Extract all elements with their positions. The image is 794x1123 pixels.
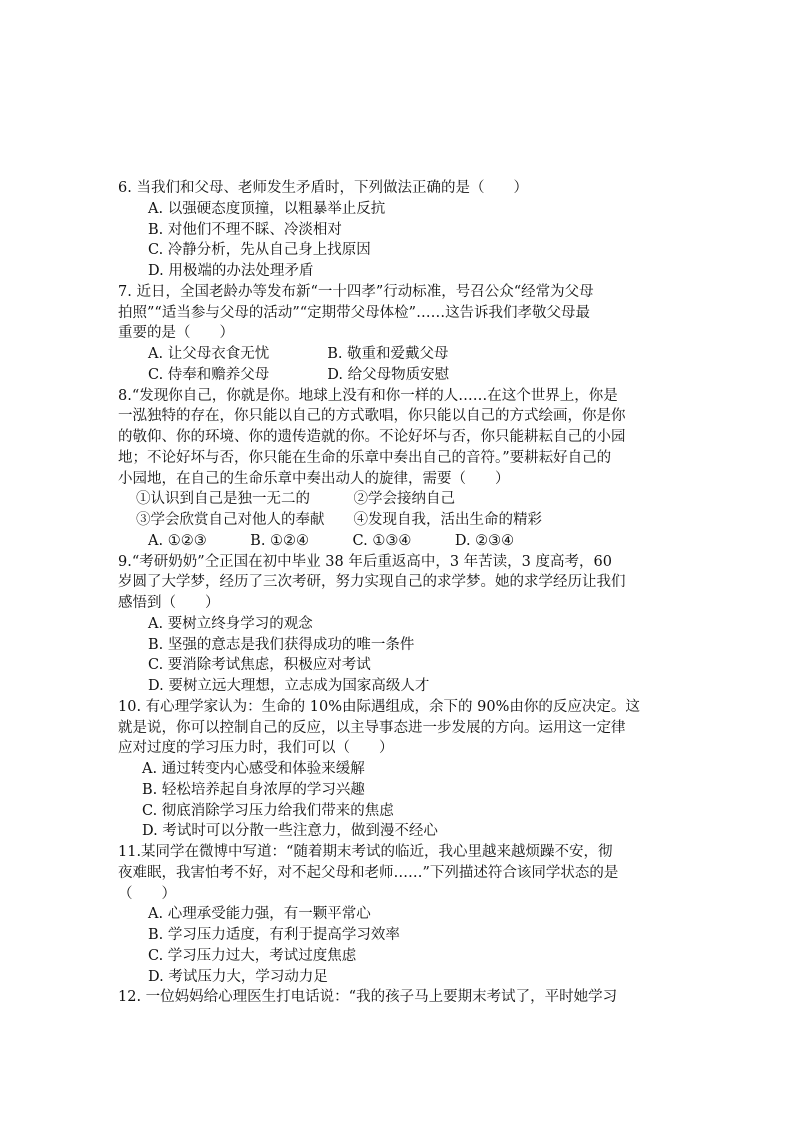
- question-6: [118, 178, 678, 282]
- question-9: [118, 552, 678, 697]
- question-stem: 拍照”“适当参与父母的活动”“定期带父母体检”……这告诉我们孝敬父母最: [118, 304, 591, 321]
- answer-option-c: C. 要消除考试焦虑，积极应对考试: [148, 657, 371, 674]
- question-stem: 感悟到（ ）: [118, 595, 220, 611]
- question-stem: 岁圆了大学梦，经历了三次考研，努力实现自己的求学梦。她的求学经历让我们: [118, 574, 626, 591]
- answer-options-cd: C. 侍奉和赡养父母 D. 给父母物质安慰: [148, 366, 450, 383]
- statement-line: ③学会欣赏自己对他人的奉献 ④发现自我，活出生命的精彩: [136, 512, 542, 528]
- exam-page: [118, 178, 678, 1008]
- question-stem: 12. 一位妈妈给心理医生打电话说：“我的孩子马上要期末考试了，平时她学习: [118, 989, 618, 1006]
- answer-option-d: D. 考试压力大，学习动力足: [148, 968, 328, 985]
- answer-option-a: A. 要树立终身学习的观念: [148, 615, 313, 632]
- answer-option-b: B. 学习压力适度，有利于提高学习效率: [148, 927, 400, 943]
- question-stem: 9.“考研奶奶”仝正国在初中毕业 38 年后重返高中，3 年苦读，3 度高考，60: [118, 553, 612, 570]
- answer-option-d: D. 考试时可以分散一些注意力，做到漫不经心: [142, 823, 438, 840]
- question-stem: 小园地，在自己的生命乐章中奏出动人的旋律，需要（ ）: [118, 470, 510, 487]
- question-11: [118, 842, 678, 987]
- answer-options-abcd: A. ①②③ B. ①②④ C. ①③④ D. ②③④: [148, 532, 515, 549]
- answer-option-c: C. 学习压力过大，考试过度焦虑: [148, 947, 357, 964]
- question-stem: 夜难眠，我害怕考不好，对不起父母和老师……”下列描述符合该同学状态的是: [118, 864, 619, 881]
- answer-option-c: C. 彻底消除学习压力给我们带来的焦虑: [142, 802, 394, 819]
- question-stem: 一泓独特的存在，你只能以自己的方式歌唱，你只能以自己的方式绘画，你是你: [118, 408, 626, 425]
- answer-option-b: B. 坚强的意志是我们获得成功的唯一条件: [148, 636, 415, 653]
- answer-option-b: B. 轻松培养起自身浓厚的学习兴趣: [142, 781, 365, 798]
- statement-line: ①认识到自己是独一无二的 ②学会接纳自己: [136, 491, 455, 508]
- question-stem: （ ）: [118, 885, 176, 902]
- question-10: [118, 697, 678, 842]
- answer-option-d: D. 用极端的办法处理矛盾: [148, 263, 314, 279]
- answer-option-a: A. 以强硬态度顶撞，以粗暴举止反抗: [148, 200, 386, 217]
- answer-options-ab: A. 让父母衣食无忧 B. 敬重和爱戴父母: [148, 346, 449, 362]
- answer-option-a: A. 通过转变内心感受和体验来缓解: [142, 761, 365, 777]
- question-stem: 6. 当我们和父母、老师发生矛盾时，下列做法正确的是（ ）: [118, 180, 528, 196]
- question-stem: 应对过度的学习压力时，我们可以（ ）: [118, 740, 394, 757]
- question-8: [118, 386, 678, 552]
- answer-option-d: D. 要树立远大理想，立志成为国家高级人才: [148, 678, 430, 694]
- answer-option-a: A. 心理承受能力强，有一颗平常心: [148, 906, 371, 923]
- question-stem: 地；不论好坏与否，你只能在生命的乐章中奏出自己的音符。”要耕耘好自己的: [118, 449, 612, 466]
- question-stem: 10. 有心理学家认为：生命的 10%由际遇组成，余下的 90%由你的反应决定。这: [118, 698, 640, 715]
- question-stem: 重要的是（ ）: [118, 325, 234, 342]
- question-stem: 7. 近日，全国老龄办等发布新“一十四孝”行动标准，号召公众“经常为父母: [118, 283, 594, 300]
- answer-option-b: B. 对他们不理不睬、冷淡相对: [148, 221, 342, 238]
- question-stem: 11.某同学在微博中写道：“随着期末考试的临近，我心里越来越烦躁不安，彻: [118, 844, 613, 860]
- question-stem: 8.“发现你自己，你就是你。地球上没有和你一样的人……在这个世界上，你是: [118, 387, 618, 404]
- question-12: [118, 987, 678, 1008]
- question-stem: 就是说，你可以控制自己的反应，以主导事态进一步发展的方向。运用这一定律: [118, 719, 626, 736]
- answer-option-c: C. 冷静分析，先从自己身上找原因: [148, 242, 371, 259]
- question-stem: 的敬仰、你的环境、你的遗传造就的你。不论好坏与否，你只能耕耘自己的小园: [118, 429, 626, 445]
- question-7: [118, 282, 678, 386]
